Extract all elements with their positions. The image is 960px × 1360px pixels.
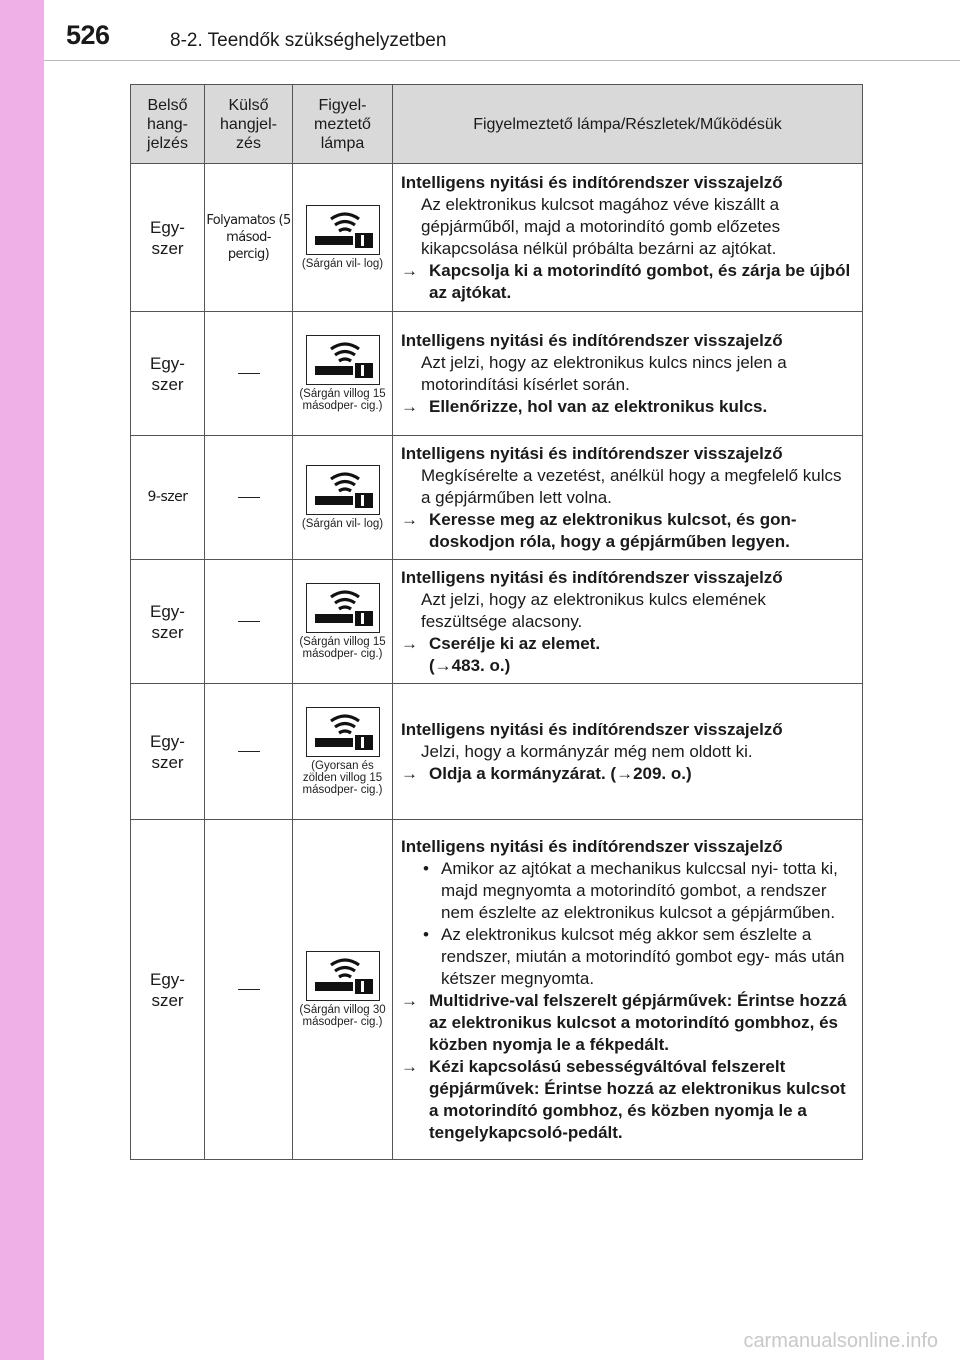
details-cell (393, 436, 863, 560)
indicator-title: Intelligens nyitási és indítórendszer visszajelző (401, 719, 783, 739)
external-buzzer-cell (205, 560, 293, 684)
page-number: 526 (66, 20, 110, 50)
indicator-description: Megkísérelte a vezetést, anélkül hogy a megfelelő kulcs a gépjárműben lett volna. (421, 465, 842, 507)
indicator-title: Intelligens nyitási és indítórendszer visszajelző (401, 172, 783, 192)
warning-lamp-cell (293, 164, 393, 312)
warning-lamp-cell (293, 684, 393, 820)
smart-key-indicator-icon (306, 335, 380, 385)
dash-mark (238, 621, 260, 622)
header-rule (44, 60, 960, 61)
action-text: Kapcsolja ki a motorindító gombot, és zárja be újból az ajtókat. (429, 260, 851, 302)
dash-mark (238, 373, 260, 374)
warning-lamp-cell (293, 436, 393, 560)
smart-key-indicator-icon (306, 583, 380, 633)
smart-key-indicator-icon (306, 465, 380, 515)
action-text: Ellenőrizze, hol van az elektronikus kulcs. (429, 396, 768, 416)
lamp-caption: (Gyorsan és zölden villog 15 másodper- cig.) (302, 760, 383, 796)
warning-lamp-cell (293, 312, 393, 436)
arrow-icon: → (401, 1056, 418, 1076)
bullet-icon: • (423, 858, 429, 878)
action-line (401, 509, 854, 553)
header-internal-buzzer: Belső hang- jelzés (131, 85, 205, 164)
action-line (401, 633, 854, 677)
header-details: Figyelmeztető lámpa/Részletek/Működésük (393, 85, 863, 164)
dash-mark (238, 497, 260, 498)
details-cell (393, 164, 863, 312)
action-line (401, 990, 854, 1056)
list-item (401, 858, 854, 924)
internal-buzzer-cell: Egy- szer (131, 820, 205, 1160)
internal-buzzer-cell: Egy- szer (131, 312, 205, 436)
arrow-icon: → (401, 509, 418, 529)
indicator-description: Azt jelzi, hogy az elektronikus kulcs elemének feszültsége alacsony. (421, 589, 766, 631)
indicator-title: Intelligens nyitási és indítórendszer visszajelző (401, 443, 783, 463)
external-buzzer-cell (205, 820, 293, 1160)
table-row (131, 164, 863, 312)
internal-buzzer-cell: 9-szer (131, 436, 205, 560)
smart-key-indicator-icon (306, 205, 380, 255)
bullet-icon: • (423, 924, 429, 944)
header-warning-lamp: Figyel- meztető lámpa (293, 85, 393, 164)
arrow-icon: → (401, 633, 418, 653)
action-text: Oldja a kormányzárat. (→209. o.) (429, 763, 692, 783)
internal-buzzer-cell: Egy- szer (131, 560, 205, 684)
action-line (401, 1056, 854, 1144)
table-row (131, 436, 863, 560)
indicator-title: Intelligens nyitási és indítórendszer visszajelző (401, 836, 783, 856)
external-buzzer-cell (205, 312, 293, 436)
external-buzzer-cell: Folyamatos (5 másod- percig) (205, 164, 293, 312)
site-watermark: carmanualsonline.info (743, 1330, 938, 1352)
indicator-description: Azt jelzi, hogy az elektronikus kulcs nincs jelen a motorindítási kísérlet során. (421, 352, 787, 394)
chapter-title: 8-2. Teendők szükséghelyzetben (170, 30, 447, 51)
arrow-icon: → (401, 396, 418, 416)
dash-mark (238, 989, 260, 990)
list-item (401, 924, 854, 990)
details-cell (393, 820, 863, 1160)
table-row (131, 684, 863, 820)
lamp-caption: (Sárgán vil- log) (301, 518, 384, 530)
bullet-text: Az elektronikus kulcsot még akkor sem észlelte a rendszer, miután a motorindító gombot egy- más után kétszer megnyomta. (441, 924, 845, 988)
action-text: Multidrive-val felszerelt gépjárművek: Érintse hozzá az elektronikus kulcsot a motorindító gombhoz, és közben nyomja le a fékpedált. (429, 990, 847, 1054)
table-row (131, 560, 863, 684)
lamp-caption: (Sárgán vil- log) (301, 258, 384, 270)
page-reference: (→483. o.) (429, 655, 511, 675)
arrow-icon: → (401, 763, 418, 783)
action-line (401, 260, 854, 304)
external-buzzer-cell (205, 684, 293, 820)
smart-key-indicator-icon (306, 707, 380, 757)
table-row (131, 820, 863, 1160)
external-buzzer-cell (205, 436, 293, 560)
action-text: Kézi kapcsolású sebességváltóval felszerelt gépjárművek: Érintse hozzá az elektronikus kulcsot a motorindító gombhoz, és közben nyomja le a tengelykapcsoló-pedált. (429, 1056, 846, 1142)
table-header-row (131, 85, 863, 164)
lamp-caption: (Sárgán villog 30 másodper- cig.) (299, 1004, 386, 1028)
indicator-title: Intelligens nyitási és indítórendszer visszajelző (401, 567, 783, 587)
indicator-description: Jelzi, hogy a kormányzár még nem oldott ki. (421, 741, 753, 761)
smart-key-indicator-icon (306, 951, 380, 1001)
details-cell (393, 560, 863, 684)
action-text: Keresse meg az elektronikus kulcsot, és gon- doskodjon róla, hogy a gépjárműben legyen. (429, 509, 797, 551)
indicator-description: Az elektronikus kulcsot magához véve kiszállt a gépjárműből, majd a motorindító gomb előzetes kikapcsolása nélkül próbálta bezárni az ajtókat. (421, 194, 781, 258)
side-color-band (0, 0, 44, 1360)
arrow-icon: → (401, 990, 418, 1010)
bullet-text: Amikor az ajtókat a mechanikus kulccsal nyi- totta ki, majd megnyomta a motorindító gombot, a rendszer nem észlelte az elektronikus kulcsot a gépjárműben. (441, 858, 838, 922)
details-cell (393, 312, 863, 436)
dash-mark (238, 751, 260, 752)
table-row (131, 312, 863, 436)
action-text: Cserélje ki az elemet. (429, 633, 601, 653)
indicator-title: Intelligens nyitási és indítórendszer visszajelző (401, 330, 783, 350)
action-line (401, 763, 854, 785)
internal-buzzer-cell: Egy- szer (131, 684, 205, 820)
warning-lamp-cell (293, 560, 393, 684)
arrow-icon: → (401, 260, 418, 280)
header-external-buzzer: Külső hangjel- zés (205, 85, 293, 164)
action-line (401, 396, 854, 418)
internal-buzzer-cell: Egy- szer (131, 164, 205, 312)
warning-lamp-cell (293, 820, 393, 1160)
lamp-caption: (Sárgán villog 15 másodper- cig.) (299, 388, 386, 412)
lamp-caption: (Sárgán villog 15 másodper- cig.) (299, 636, 386, 660)
details-cell (393, 684, 863, 820)
warning-table (130, 84, 863, 1160)
